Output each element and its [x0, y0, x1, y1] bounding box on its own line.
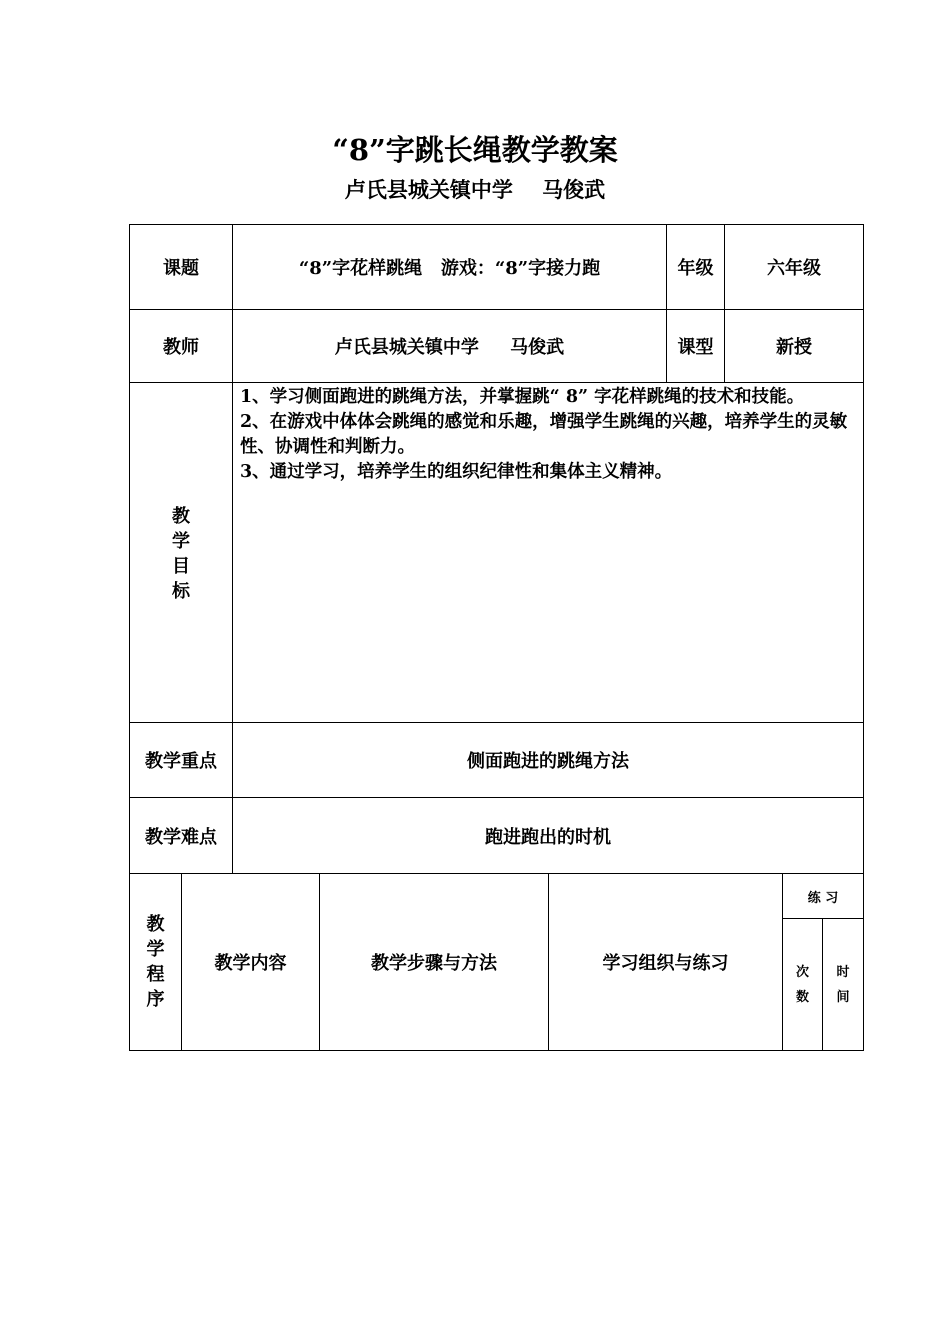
topic-label: 课题 [163, 258, 199, 279]
key-point-value: 侧面跑进的跳绳方法 [467, 751, 629, 772]
goal-item: 1、学习侧面跑进的跳绳方法，并掌握跳“ 8” 字花样跳绳的技术和技能。 [240, 387, 805, 407]
grade-value: 六年级 [767, 258, 821, 279]
practice-header: 练 习 [807, 890, 839, 906]
grade-label: 年级 [677, 258, 714, 279]
lesson-type-value: 新授 [776, 337, 812, 358]
lesson-type-label: 课型 [677, 337, 714, 358]
difficulty-label: 教学难点 [145, 826, 217, 848]
organization-header: 学习组织与练习 [602, 953, 729, 974]
goals-list [240, 385, 858, 485]
document-title: “8”字跳长绳教学教案 [332, 133, 618, 167]
goals-label: 教 学 目 标 [172, 506, 190, 602]
times-label: 次 数 [795, 965, 809, 1005]
teacher-value: 卢氏县城关镇中学 马俊武 [334, 337, 565, 358]
document-subtitle: 卢氏县城关镇中学 马俊武 [344, 177, 606, 202]
duration-label: 时 间 [836, 965, 850, 1005]
topic-value: “8”字花样跳绳 游戏：“8”字接力跑 [298, 258, 601, 279]
difficulty-value: 跑进跑出的时机 [485, 826, 611, 848]
goal-item: 2、在游戏中体体会跳绳的感觉和乐趣，增强学生跳绳的兴趣，培养学生的灵敏性、协调性和判断力。 [240, 412, 848, 457]
goal-item: 3、通过学习，培养学生的组织纪律性和集体主义精神。 [240, 462, 673, 482]
teacher-label: 教师 [163, 337, 199, 358]
steps-header: 教学步骤与方法 [371, 953, 497, 974]
procedure-label: 教 学 程 序 [146, 914, 165, 1010]
key-point-label: 教学重点 [145, 751, 217, 772]
content-header: 教学内容 [214, 953, 287, 974]
